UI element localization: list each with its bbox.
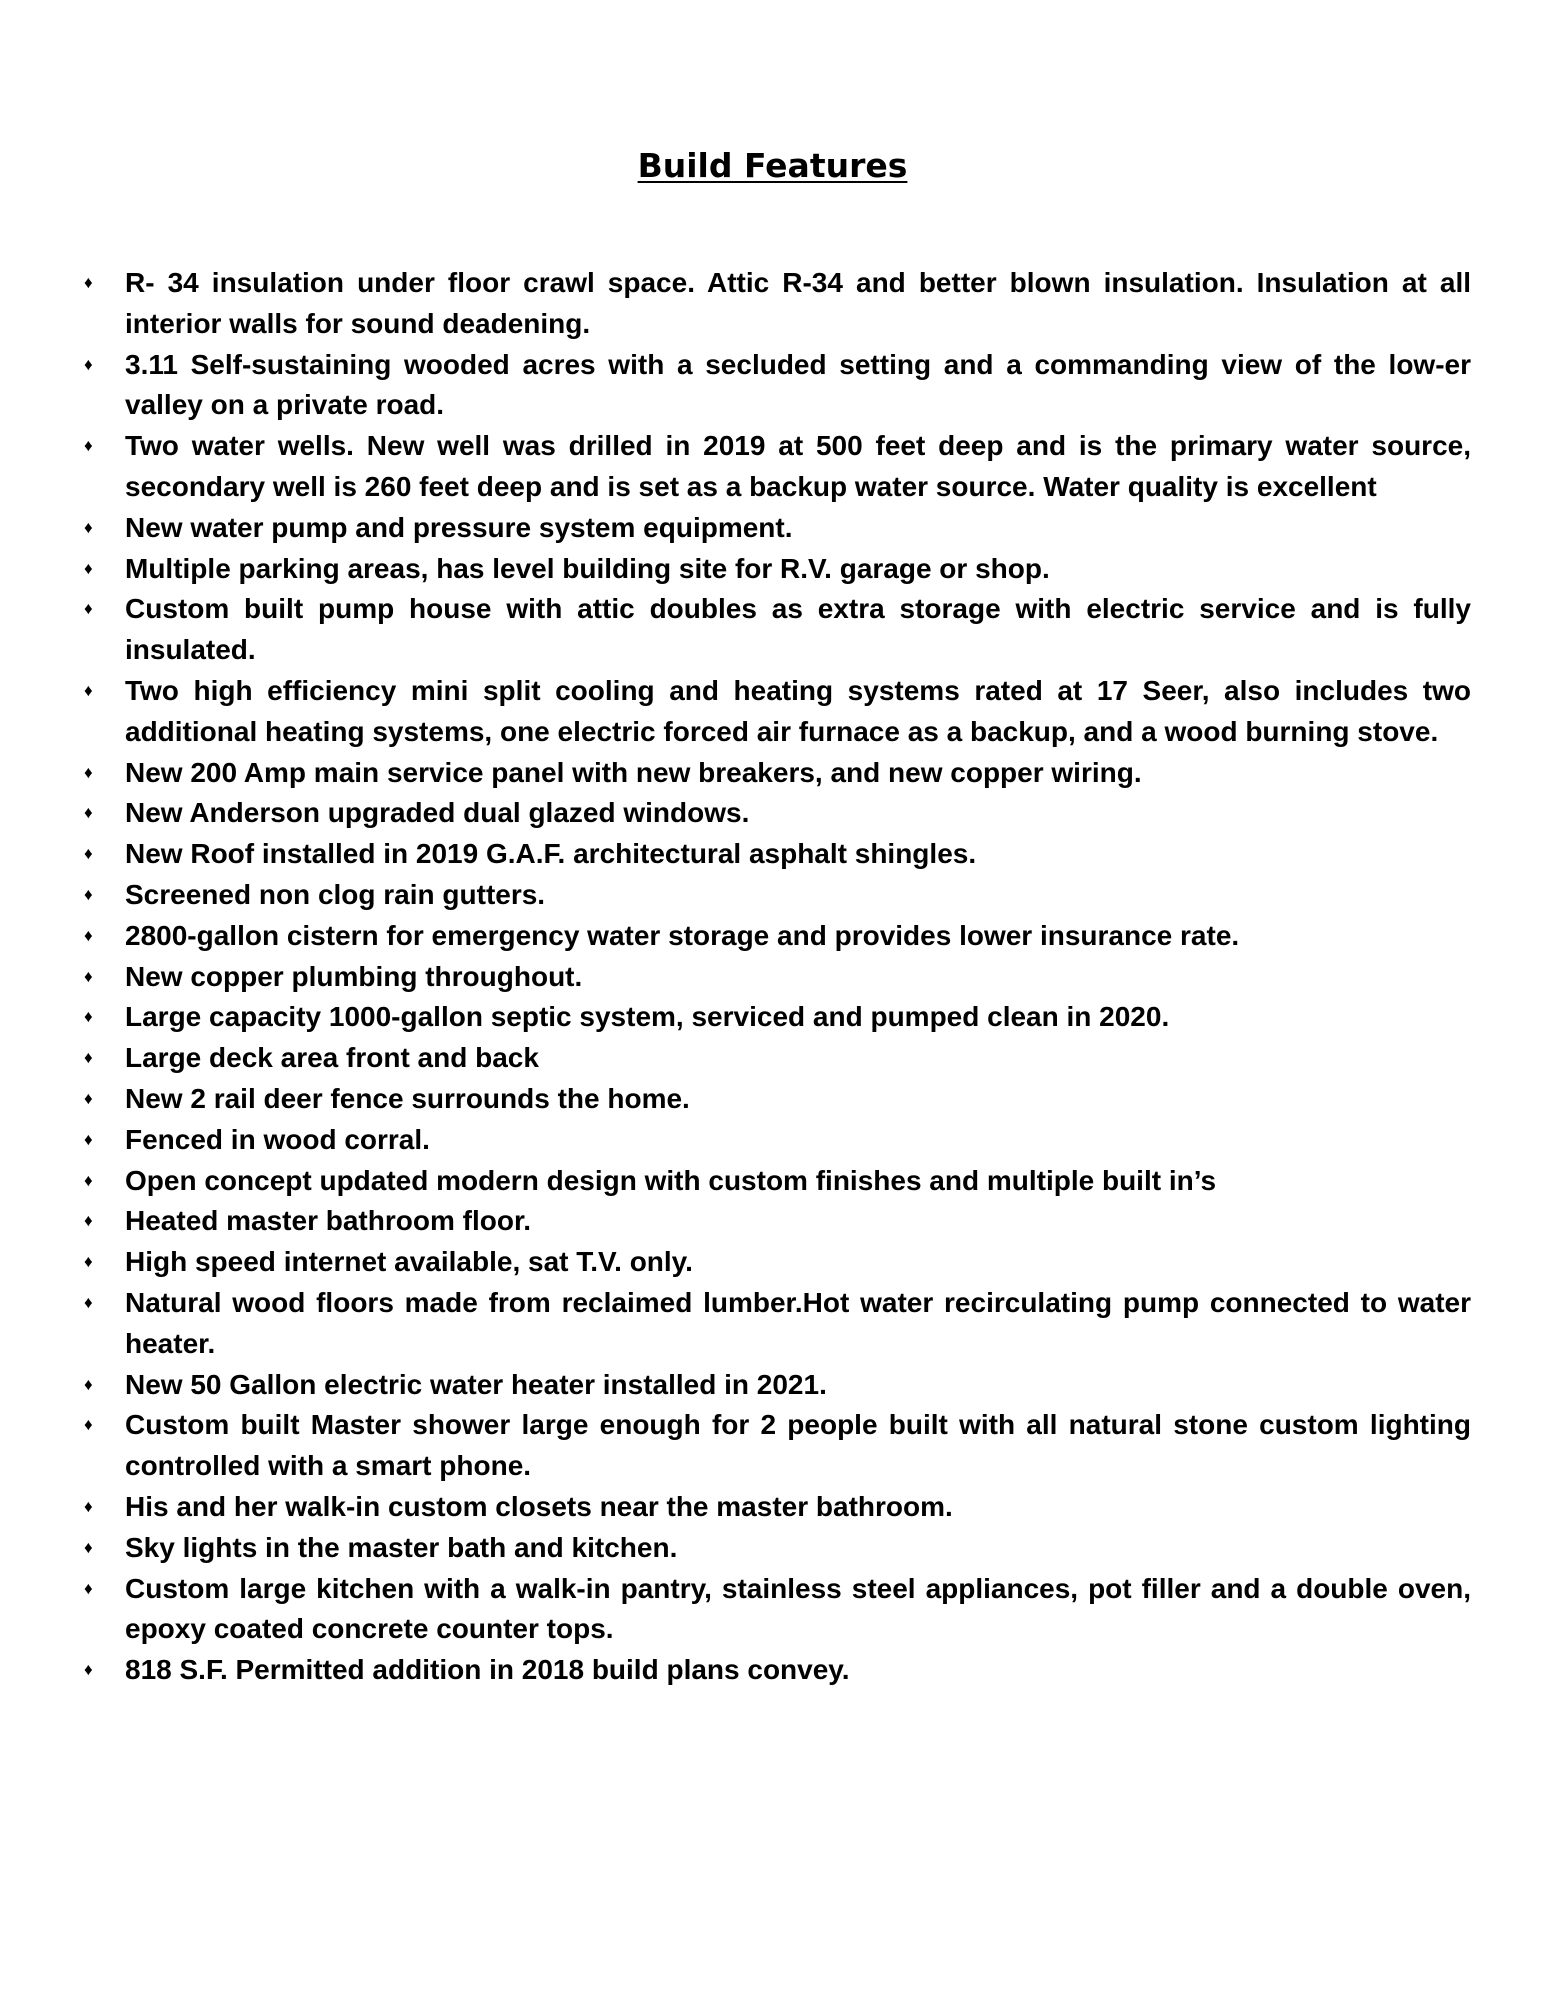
feature-list-item <box>82 1365 1471 1406</box>
diamond-bullet-icon: ♦ <box>84 803 93 823</box>
diamond-bullet-icon: ♦ <box>84 1292 93 1312</box>
feature-list-item <box>82 1161 1471 1202</box>
feature-text: New 50 Gallon electric water heater installed in 2021. <box>125 1368 827 1400</box>
feature-text: 2800-gallon cistern for emergency water storage and provides lower insurance rate. <box>125 919 1240 951</box>
feature-text: Multiple parking areas, has level building site for R.V. garage or shop. <box>125 552 1050 584</box>
feature-list-item <box>82 671 1471 753</box>
feature-text: R- 34 insulation under floor crawl space. Attic R-34 and better blown insulation. Insulation at all interior walls for sound deadening. <box>125 267 1471 339</box>
feature-list-item <box>82 997 1471 1038</box>
diamond-bullet-icon: ♦ <box>84 1252 93 1272</box>
diamond-bullet-icon: ♦ <box>84 1088 93 1108</box>
feature-text: 818 S.F. Permitted addition in 2018 build plans convey. <box>125 1654 850 1686</box>
feature-text: Screened non clog rain gutters. <box>125 878 546 910</box>
diamond-bullet-icon: ♦ <box>84 1007 93 1027</box>
diamond-bullet-icon: ♦ <box>84 1578 93 1598</box>
feature-text: Heated master bathroom floor. <box>125 1205 532 1237</box>
diamond-bullet-icon: ♦ <box>84 925 93 945</box>
diamond-bullet-icon: ♦ <box>84 558 93 578</box>
diamond-bullet-icon: ♦ <box>84 599 93 619</box>
feature-list-item <box>82 875 1471 916</box>
feature-text: His and her walk-in custom closets near the master bathroom. <box>125 1490 953 1522</box>
feature-list-item <box>82 834 1471 875</box>
diamond-bullet-icon: ♦ <box>84 966 93 986</box>
feature-text: Two water wells. New well was drilled in 2019 at 500 feet deep and is the primary water source, secondary well is 260 feet deep and is set as a backup water source. Water quality is excellent <box>125 430 1471 502</box>
feature-text: New copper plumbing throughout. <box>125 960 583 992</box>
diamond-bullet-icon: ♦ <box>84 1211 93 1231</box>
diamond-bullet-icon: ♦ <box>84 884 93 904</box>
feature-text: New Anderson upgraded dual glazed windows. <box>125 797 750 829</box>
diamond-bullet-icon: ♦ <box>84 1496 93 1516</box>
feature-text: High speed internet available, sat T.V. only. <box>125 1246 693 1278</box>
feature-text: Custom built Master shower large enough for 2 people built with all natural stone custom lighting controlled with a smart phone. <box>125 1409 1471 1482</box>
feature-list-item <box>82 1079 1471 1120</box>
feature-list-item <box>82 753 1471 794</box>
diamond-bullet-icon: ♦ <box>84 1129 93 1149</box>
feature-text: Open concept updated modern design with custom finishes and multiple built in’s <box>125 1164 1217 1196</box>
build-features-list <box>82 263 1471 1691</box>
feature-list-item <box>82 1242 1471 1283</box>
feature-list-item <box>82 426 1471 508</box>
feature-text: Natural wood floors made from reclaimed lumber.Hot water recirculating pump connected to water heater. <box>125 1286 1471 1359</box>
feature-list-item <box>82 508 1471 549</box>
diamond-bullet-icon: ♦ <box>84 1170 93 1190</box>
feature-text: New Roof installed in 2019 G.A.F. architectural asphalt shingles. <box>125 838 977 870</box>
feature-list-item <box>82 1038 1471 1079</box>
feature-text: New 200 Amp main service panel with new breakers, and new copper wiring. <box>125 756 1142 788</box>
diamond-bullet-icon: ♦ <box>84 436 93 456</box>
feature-text: Custom built pump house with attic doubles as extra storage with electric service and is fully insulated. <box>125 593 1471 666</box>
diamond-bullet-icon: ♦ <box>84 1660 93 1680</box>
feature-text: Fenced in wood corral. <box>125 1123 430 1155</box>
diamond-bullet-icon: ♦ <box>84 273 93 292</box>
feature-list-item <box>82 1487 1471 1528</box>
diamond-bullet-icon: ♦ <box>84 517 93 537</box>
feature-text: New 2 rail deer fence surrounds the home. <box>125 1082 690 1114</box>
feature-list-item <box>82 1405 1471 1487</box>
feature-list-item <box>82 589 1471 671</box>
diamond-bullet-icon: ♦ <box>84 1415 93 1435</box>
feature-text: New water pump and pressure system equipment. <box>125 511 793 543</box>
feature-text: Sky lights in the master bath and kitchen. <box>125 1531 678 1563</box>
diamond-bullet-icon: ♦ <box>84 844 93 864</box>
feature-list-item <box>82 1650 1471 1691</box>
diamond-bullet-icon: ♦ <box>84 1537 93 1557</box>
feature-list-item <box>82 345 1471 427</box>
feature-text: Custom large kitchen with a walk-in pantry, stainless steel appliances, pot filler and a double oven, epoxy coated concrete counter tops. <box>125 1572 1471 1645</box>
feature-list-item <box>82 1201 1471 1242</box>
feature-text: Two high efficiency mini split cooling and heating systems rated at 17 Seer, also includes two additional heating systems, one electric forced air furnace as a backup, and a wood burning stove. <box>125 674 1471 747</box>
feature-list-item <box>82 1569 1471 1651</box>
page-title <box>0 146 1545 186</box>
diamond-bullet-icon: ♦ <box>84 1374 93 1394</box>
feature-list-item <box>82 549 1471 590</box>
diamond-bullet-icon: ♦ <box>84 354 93 374</box>
feature-text: 3.11 Self-sustaining wooded acres with a secluded setting and a commanding view of the low-er valley on a private road. <box>125 348 1471 421</box>
page-title-text: Build Features <box>637 146 908 185</box>
feature-list-item <box>82 1283 1471 1365</box>
feature-list-item <box>82 793 1471 834</box>
feature-list-item <box>82 957 1471 998</box>
feature-list-item <box>82 263 1471 345</box>
diamond-bullet-icon: ♦ <box>84 680 93 700</box>
diamond-bullet-icon: ♦ <box>84 1048 93 1068</box>
feature-text: Large capacity 1000-gallon septic system, serviced and pumped clean in 2020. <box>125 1001 1170 1033</box>
feature-list-item <box>82 1120 1471 1161</box>
feature-list-item <box>82 916 1471 957</box>
diamond-bullet-icon: ♦ <box>84 762 93 782</box>
feature-text: Large deck area front and back <box>125 1042 539 1074</box>
feature-list-item <box>82 1528 1471 1569</box>
